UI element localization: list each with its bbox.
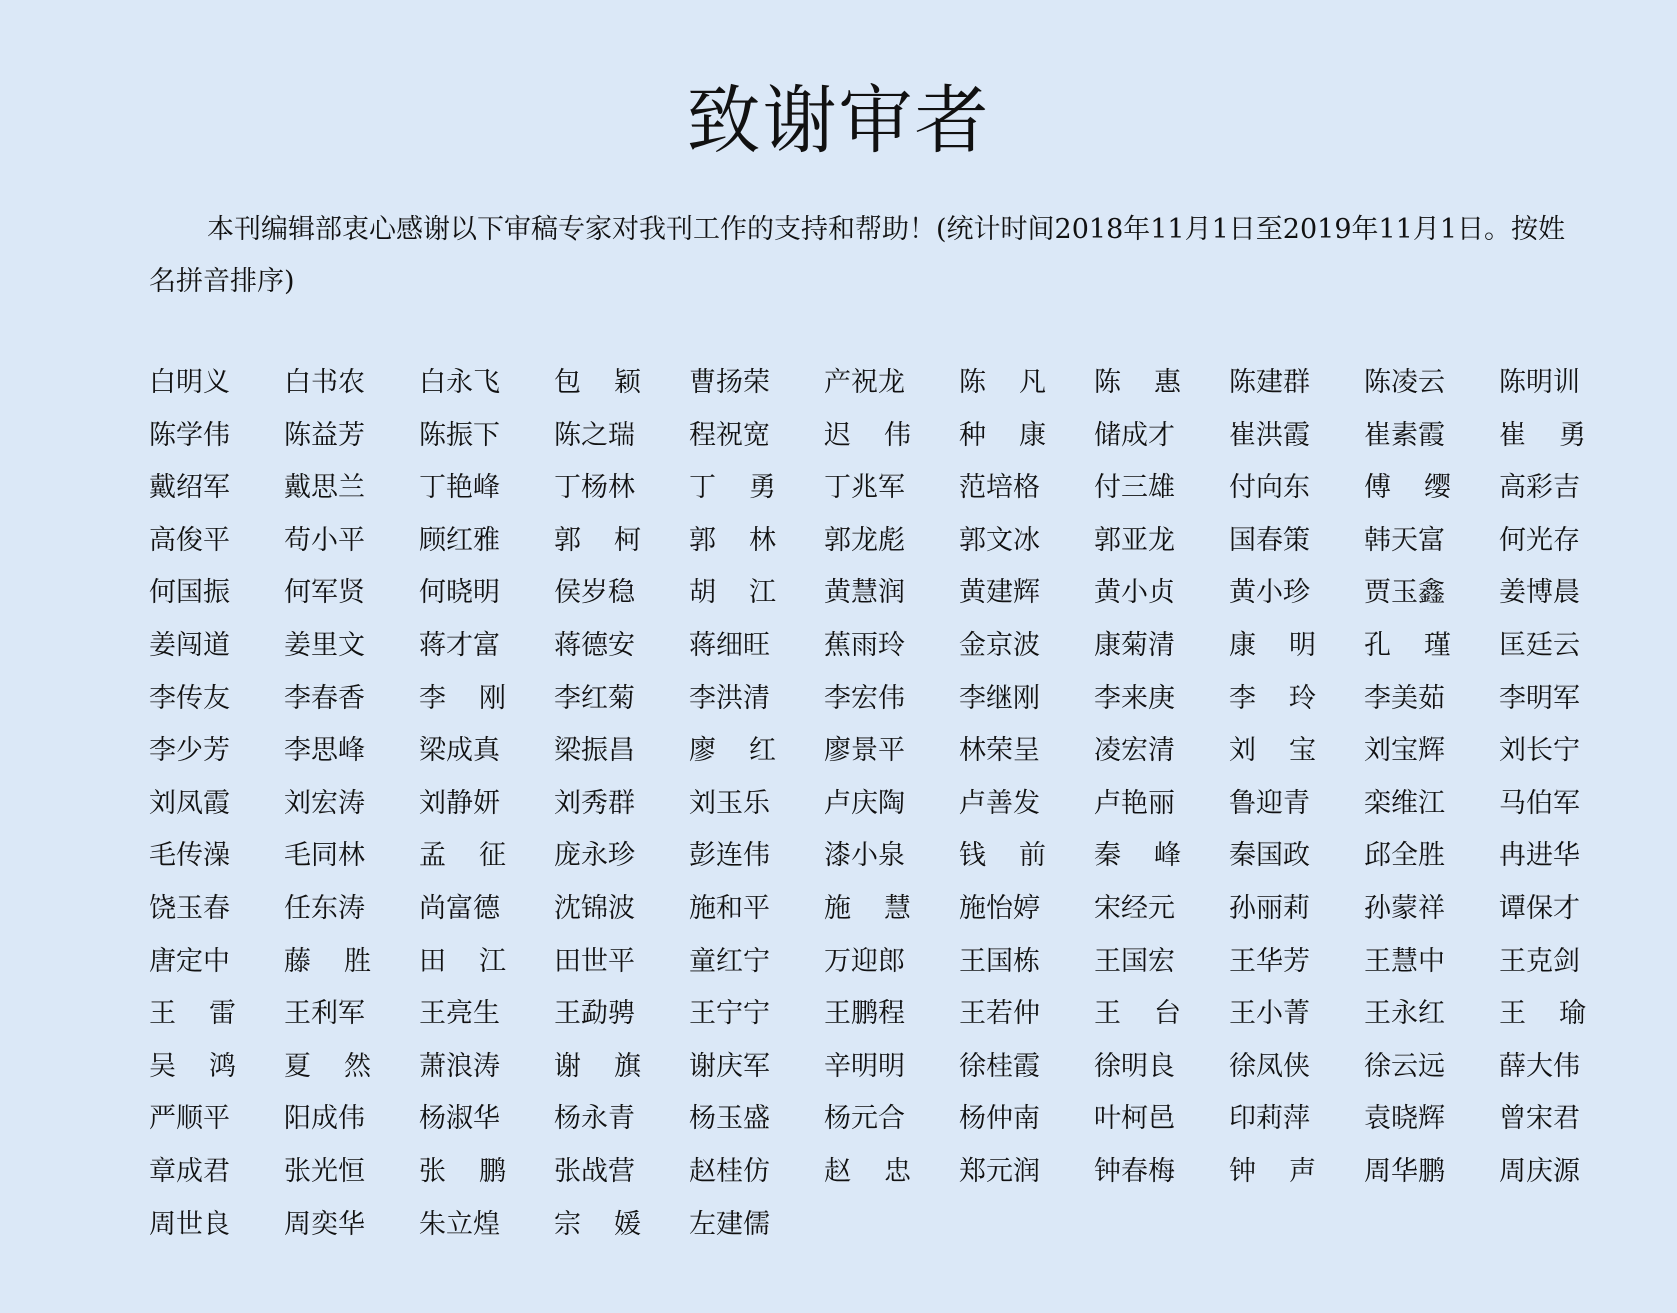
reviewer-name: 白永飞 xyxy=(419,367,500,398)
reviewer-name: 栾维江 xyxy=(1364,787,1445,819)
reviewer-name: 顾红雅 xyxy=(419,524,500,556)
reviewer-name: 陈凌云 xyxy=(1364,367,1445,398)
reviewer-name: 崔洪霞 xyxy=(1229,419,1310,451)
reviewer-name: 萧浪涛 xyxy=(419,1050,500,1082)
reviewer-name: 王克剑 xyxy=(1499,945,1580,977)
reviewer-name: 包 颖 xyxy=(554,367,641,398)
reviewer-name: 蒋才富 xyxy=(419,629,500,661)
reviewer-name: 田 江 xyxy=(419,945,506,977)
reviewer-name: 刘静妍 xyxy=(419,787,500,819)
reviewer-name: 迟 伟 xyxy=(824,419,911,451)
reviewer-name: 郭龙彪 xyxy=(824,524,905,556)
reviewer-name: 秦 峰 xyxy=(1094,840,1181,872)
reviewer-name: 王慧中 xyxy=(1364,945,1445,977)
reviewer-name: 胡 江 xyxy=(689,577,776,609)
reviewer-name: 叶柯邑 xyxy=(1094,1103,1175,1135)
reviewer-name: 陈 惠 xyxy=(1094,367,1181,398)
reviewer-name: 康 明 xyxy=(1229,629,1316,661)
reviewer-name: 曾宋君 xyxy=(1499,1103,1580,1135)
reviewer-name: 白明义 xyxy=(149,367,230,398)
reviewer-name: 夏 然 xyxy=(284,1050,371,1082)
reviewer-name: 王华芳 xyxy=(1229,945,1310,977)
reviewer-name: 王国宏 xyxy=(1094,945,1175,977)
reviewer-name: 钟春梅 xyxy=(1094,1155,1175,1187)
reviewer-name: 赵桂仿 xyxy=(689,1155,770,1187)
reviewer-name: 丁 勇 xyxy=(689,472,776,504)
reviewer-name: 漆小泉 xyxy=(824,840,905,872)
reviewer-name: 何晓明 xyxy=(419,577,500,609)
reviewer-name: 彭连伟 xyxy=(689,840,770,872)
reviewer-name: 刘长宁 xyxy=(1499,735,1580,767)
reviewer-name: 陈 凡 xyxy=(959,367,1046,398)
reviewer-name: 李春香 xyxy=(284,682,365,714)
reviewer-name: 姜闯道 xyxy=(149,629,230,661)
reviewer-name: 朱立煌 xyxy=(419,1208,500,1240)
reviewer-name: 秦国政 xyxy=(1229,840,1310,872)
reviewer-name: 杨元合 xyxy=(824,1103,905,1135)
reviewer-name: 姜博晨 xyxy=(1499,577,1580,609)
reviewer-name: 李继刚 xyxy=(959,682,1040,714)
reviewer-name: 谢庆军 xyxy=(689,1050,770,1082)
reviewer-name: 种 康 xyxy=(959,419,1046,451)
reviewer-name: 郭 林 xyxy=(689,524,776,556)
reviewer-name: 周奕华 xyxy=(284,1208,365,1240)
reviewer-name: 王国栋 xyxy=(959,945,1040,977)
reviewer-name: 崔 勇 xyxy=(1499,419,1586,451)
reviewer-name: 周华鹏 xyxy=(1364,1155,1445,1187)
reviewer-name: 金京波 xyxy=(959,629,1040,661)
reviewer-name: 付三雄 xyxy=(1094,472,1175,504)
reviewer-name: 卢艳丽 xyxy=(1094,787,1175,819)
reviewer-name: 宋经元 xyxy=(1094,892,1175,924)
reviewer-list xyxy=(149,357,1589,1251)
reviewer-name: 韩天富 xyxy=(1364,524,1445,556)
reviewer-name: 李明军 xyxy=(1499,682,1580,714)
reviewer-name: 施怡婷 xyxy=(959,892,1040,924)
reviewer-name: 陈振下 xyxy=(419,419,500,451)
reviewer-name: 周世良 xyxy=(149,1208,230,1240)
reviewer-name: 沈锦波 xyxy=(554,892,635,924)
reviewer-name: 周庆源 xyxy=(1499,1155,1580,1187)
reviewer-name: 王勐骋 xyxy=(554,998,635,1030)
reviewer-name: 卢庆陶 xyxy=(824,787,905,819)
intro-paragraph: 本刊编辑部衷心感谢以下审稿专家对我刊工作的支持和帮助！(统计时间2018年11月1日至2019年11月1日。按姓名拼音排序) xyxy=(149,214,1566,297)
reviewer-name: 王利军 xyxy=(284,998,365,1030)
reviewer-name: 吴 鸿 xyxy=(149,1050,236,1082)
reviewer-name: 万迎郎 xyxy=(824,945,905,977)
reviewer-name: 康菊清 xyxy=(1094,629,1175,661)
reviewer-name: 刘 宝 xyxy=(1229,735,1316,767)
reviewer-name: 李 玲 xyxy=(1229,682,1316,714)
reviewer-name: 蒋细旺 xyxy=(689,629,770,661)
reviewer-name: 杨仲南 xyxy=(959,1103,1040,1135)
reviewer-name: 高彩吉 xyxy=(1499,472,1580,504)
reviewer-name: 贾玉鑫 xyxy=(1364,577,1445,609)
reviewer-name: 陈学伟 xyxy=(149,419,230,451)
reviewer-name: 孟 征 xyxy=(419,840,506,872)
reviewer-name: 李传友 xyxy=(149,682,230,714)
reviewer-name: 谭保才 xyxy=(1499,892,1580,924)
reviewer-name: 林荣呈 xyxy=(959,735,1040,767)
reviewer-name: 侯岁稳 xyxy=(554,577,635,609)
reviewer-name: 唐定中 xyxy=(149,945,230,977)
reviewer-name: 何国振 xyxy=(149,577,230,609)
reviewer-name: 匡廷云 xyxy=(1499,629,1580,661)
reviewer-name: 王小菁 xyxy=(1229,998,1310,1030)
reviewer-name: 陈之瑞 xyxy=(554,419,635,451)
reviewer-name: 黄小珍 xyxy=(1229,577,1310,609)
reviewer-name: 刘凤霞 xyxy=(149,787,230,819)
reviewer-name: 国春策 xyxy=(1229,524,1310,556)
reviewer-name: 孔 瑾 xyxy=(1364,629,1451,661)
reviewer-name: 王宁宁 xyxy=(689,998,770,1030)
reviewer-name: 毛同林 xyxy=(284,840,365,872)
reviewer-name: 童红宁 xyxy=(689,945,770,977)
reviewer-name: 杨玉盛 xyxy=(689,1103,770,1135)
reviewer-name: 孙蒙祥 xyxy=(1364,892,1445,924)
reviewer-name: 尚富德 xyxy=(419,892,500,924)
reviewer-name: 郭文冰 xyxy=(959,524,1040,556)
reviewer-name: 王亮生 xyxy=(419,998,500,1030)
reviewer-name: 梁振昌 xyxy=(554,735,635,767)
reviewer-name: 李宏伟 xyxy=(824,682,905,714)
reviewer-name: 高俊平 xyxy=(149,524,230,556)
reviewer-name: 孙丽莉 xyxy=(1229,892,1310,924)
reviewer-name: 丁兆军 xyxy=(824,472,905,504)
reviewer-name: 钱 前 xyxy=(959,840,1046,872)
reviewer-name: 袁晓辉 xyxy=(1364,1103,1445,1135)
reviewer-name: 张光恒 xyxy=(284,1155,365,1187)
reviewer-name: 张 鹏 xyxy=(419,1155,506,1187)
reviewer-name: 蕉雨玲 xyxy=(824,629,905,661)
reviewer-name: 范培格 xyxy=(959,472,1040,504)
reviewer-name: 戴思兰 xyxy=(284,472,365,504)
reviewer-name: 庞永珍 xyxy=(554,840,635,872)
reviewer-name: 程祝宽 xyxy=(689,419,770,451)
reviewer-name: 储成才 xyxy=(1094,419,1175,451)
reviewer-name: 施 慧 xyxy=(824,892,911,924)
reviewer-name: 黄小贞 xyxy=(1094,577,1175,609)
reviewer-name: 王鹏程 xyxy=(824,998,905,1030)
reviewer-name: 宗 媛 xyxy=(554,1208,641,1240)
reviewer-name: 产祝龙 xyxy=(824,367,905,398)
reviewer-name: 蒋德安 xyxy=(554,629,635,661)
reviewer-name: 刘玉乐 xyxy=(689,787,770,819)
reviewer-name: 李少芳 xyxy=(149,735,230,767)
reviewer-name: 郭亚龙 xyxy=(1094,524,1175,556)
reviewer-name: 杨永青 xyxy=(554,1103,635,1135)
reviewer-name: 刘秀群 xyxy=(554,787,635,819)
reviewer-name: 李来庚 xyxy=(1094,682,1175,714)
reviewer-name: 梁成真 xyxy=(419,735,500,767)
reviewer-name: 田世平 xyxy=(554,945,635,977)
reviewer-name: 谢 旗 xyxy=(554,1050,641,1082)
reviewer-name: 李思峰 xyxy=(284,735,365,767)
reviewer-name: 李 刚 xyxy=(419,682,506,714)
reviewer-name: 杨淑华 xyxy=(419,1103,500,1135)
reviewer-name: 郑元润 xyxy=(959,1155,1040,1187)
reviewer-name: 卢善发 xyxy=(959,787,1040,819)
reviewer-name: 王 瑜 xyxy=(1499,998,1586,1030)
reviewer-name: 凌宏清 xyxy=(1094,735,1175,767)
reviewer-name: 辛明明 xyxy=(824,1050,905,1082)
reviewer-name: 李红菊 xyxy=(554,682,635,714)
reviewer-name: 白书农 xyxy=(284,367,365,398)
reviewer-name: 邱全胜 xyxy=(1364,840,1445,872)
reviewer-name: 王 台 xyxy=(1094,998,1181,1030)
reviewer-name: 徐云远 xyxy=(1364,1050,1445,1082)
reviewer-name: 张战营 xyxy=(554,1155,635,1187)
reviewer-name: 崔素霞 xyxy=(1364,419,1445,451)
reviewer-name: 何光存 xyxy=(1499,524,1580,556)
reviewer-name: 何军贤 xyxy=(284,577,365,609)
page-title: 致谢审者 xyxy=(686,78,991,164)
reviewer-name: 饶玉春 xyxy=(149,892,230,924)
reviewer-name: 任东涛 xyxy=(284,892,365,924)
reviewer-name: 毛传澡 xyxy=(149,840,230,872)
reviewer-name: 王若仲 xyxy=(959,998,1040,1030)
reviewer-name: 付向东 xyxy=(1229,472,1310,504)
reviewer-name: 徐明良 xyxy=(1094,1050,1175,1082)
reviewer-name: 藤 胜 xyxy=(284,945,371,977)
reviewer-name: 陈益芳 xyxy=(284,419,365,451)
reviewer-name: 姜里文 xyxy=(284,629,365,661)
reviewer-name: 黄慧润 xyxy=(824,577,905,609)
reviewer-name: 徐凤侠 xyxy=(1229,1050,1310,1082)
reviewer-name: 丁艳峰 xyxy=(419,472,500,504)
reviewer-name: 鲁迎青 xyxy=(1229,787,1310,819)
reviewer-name: 冉进华 xyxy=(1499,840,1580,872)
reviewer-name: 廖 红 xyxy=(689,735,776,767)
reviewer-name: 赵 忠 xyxy=(824,1155,911,1187)
reviewer-name: 刘宏涛 xyxy=(284,787,365,819)
reviewer-name: 王 雷 xyxy=(149,998,236,1030)
reviewer-name: 丁杨林 xyxy=(554,472,635,504)
reviewer-name: 廖景平 xyxy=(824,735,905,767)
reviewer-name: 施和平 xyxy=(689,892,770,924)
reviewer-name: 陈建群 xyxy=(1229,367,1310,398)
reviewer-name: 李洪清 xyxy=(689,682,770,714)
reviewer-name: 左建儒 xyxy=(689,1208,770,1240)
reviewer-name: 李美茹 xyxy=(1364,682,1445,714)
reviewer-name: 王永红 xyxy=(1364,998,1445,1030)
reviewer-name: 印莉萍 xyxy=(1229,1103,1310,1135)
reviewer-name: 阳成伟 xyxy=(284,1103,365,1135)
reviewer-name: 刘宝辉 xyxy=(1364,735,1445,767)
reviewer-name: 戴绍军 xyxy=(149,472,230,504)
reviewer-name: 傅 缨 xyxy=(1364,472,1451,504)
reviewer-name: 黄建辉 xyxy=(959,577,1040,609)
reviewer-name: 徐桂霞 xyxy=(959,1050,1040,1082)
reviewer-name: 薛大伟 xyxy=(1499,1050,1580,1082)
reviewer-name: 苟小平 xyxy=(284,524,365,556)
reviewer-name: 严顺平 xyxy=(149,1103,230,1135)
reviewer-name: 钟 声 xyxy=(1229,1155,1316,1187)
reviewer-name: 陈明训 xyxy=(1499,367,1580,398)
reviewer-name: 郭 柯 xyxy=(554,524,641,556)
reviewer-name: 马伯军 xyxy=(1499,787,1580,819)
reviewer-name: 曹扬荣 xyxy=(689,367,770,398)
reviewer-name: 章成君 xyxy=(149,1155,230,1187)
